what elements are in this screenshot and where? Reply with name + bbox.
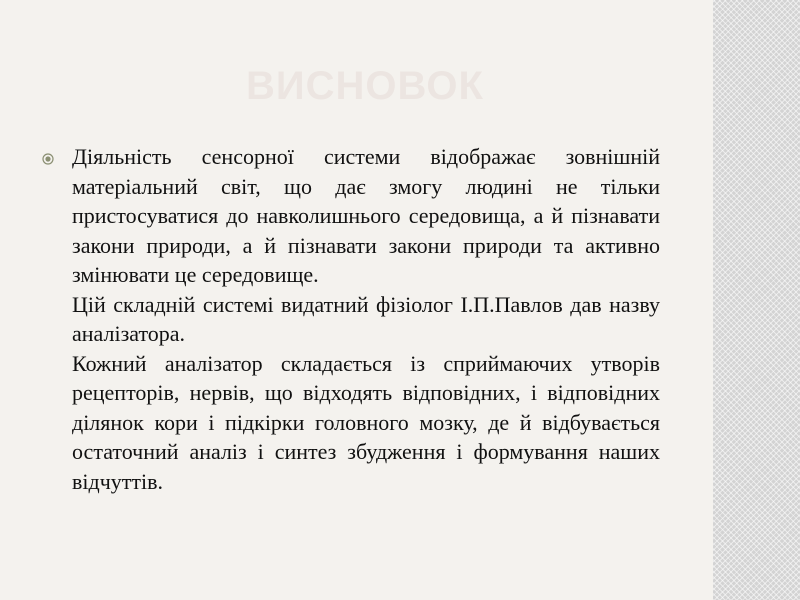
conclusion-text <box>72 142 660 496</box>
paragraph-analyzer-structure: Кожний аналізатор складається із сприймаючих утворів рецепторів, нервів, що відходять відповідних, і відповідних ділянок кори і підкірки головного мозку, де й відбувається остаточний аналіз і синтез збудження і формування наших відчуттів. <box>72 350 660 494</box>
slide-title: ВИСНОВОК <box>246 64 484 108</box>
circle-bullet-icon <box>42 153 54 165</box>
decorative-side-band <box>713 0 800 600</box>
paragraph-sensory-system: Діяльність сенсорної системи відображає зовнішній матеріальний світ, що дає змогу людині не тільки пристосуватися до навколишнього середовища, а й пізнавати закони природи, а й пізнавати закони природи та активно змінювати це середовище. <box>72 144 660 287</box>
paragraph-pavlov: Цій складній системі видатний фізіолог І.П.Павлов дав назву аналізатора. <box>72 291 660 346</box>
